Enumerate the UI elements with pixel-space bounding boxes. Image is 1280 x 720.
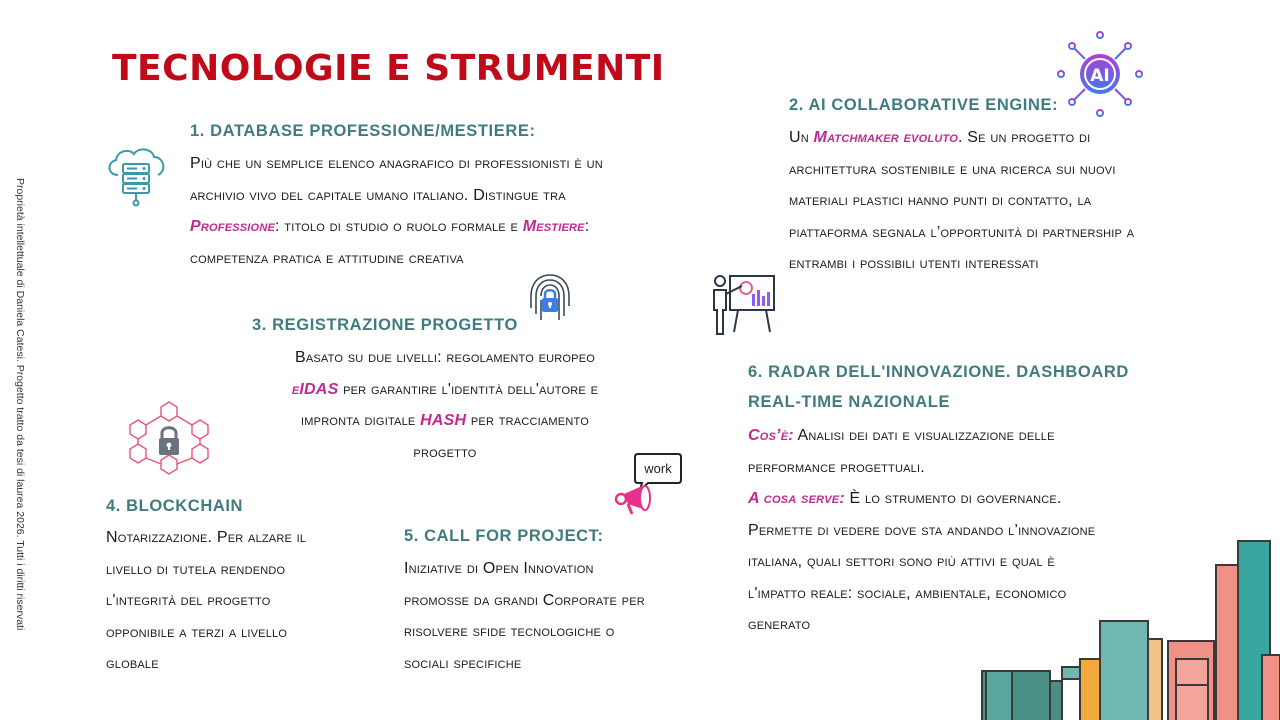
- page-title: TECNOLOGIE E STRUMENTI: [112, 48, 665, 89]
- radar-description: Cos’è: Analisi dei dati e visualizzazione delle performance progettuali. A cosa serve: È lo strumento di governance. Permette di vedere dove sta andando l’innovazione italiana, quali settori sono più attivi e qual è l'impatto reale: sociale, ambientale, economico generato: [748, 427, 1096, 633]
- call-heading: 5. CALL FOR PROJECT:: [404, 527, 604, 545]
- call-description: Iniziative di Open Innovation promosse da grandi Corporate per risolvere sfide tecnologiche o sociali specifiche: [404, 560, 645, 672]
- city-skyline-decoration: [976, 535, 1280, 720]
- registrazione-description: Basato su due livelli: regolamento europeo eIDAS per garantire l'identità dell'autore e impronta digitale HASH per tracciamento progetto: [291, 349, 599, 461]
- registrazione-heading: 3. REGISTRAZIONE PROGETTO: [252, 316, 518, 334]
- blockchain-description: Notarizzazione. Per alzare il livello di tutela rendendo l'integrità del progetto opponibile a terzi a livello globale: [106, 529, 307, 672]
- ai-network-icon: [1056, 30, 1144, 118]
- database-description: Più che un semplice elenco anagrafico di professionisti è un archivio vivo del capitale umano italiano. Distingue tra Professione: titolo di studio o ruolo formale e Mestiere: competenza pratica e attitudine creativa: [190, 155, 603, 267]
- copyright-note: Proprietà intellettuale di Daniela Catesi. Progetto tratto da tesi di laurea 2026. Tutti i diritti riservati: [14, 178, 26, 631]
- work-label: work: [644, 461, 672, 476]
- ai-heading: 2. AI COLLABORATIVE ENGINE:: [789, 96, 1059, 114]
- blockchain-lock-icon: [128, 400, 210, 476]
- megaphone-work-icon: [612, 450, 684, 518]
- ai-description: Un Matchmaker evoluto. Se un progetto di architettura sostenibile e una ricerca sui nuovi materiali plastici hanno punti di contatto, la piattaforma segnala l’opportunità di partnership a entrambi i possibili utenti interessati: [789, 129, 1135, 272]
- ai-icon-label: AI: [1090, 66, 1110, 86]
- database-heading: 1. DATABASE PROFESSIONE/MESTIERE:: [190, 122, 536, 140]
- radar-heading: 6. RADAR DELL'INNOVAZIONE. DASHBOARD REAL-TIME NAZIONALE: [748, 363, 1129, 411]
- fingerprint-lock-icon: [528, 272, 572, 326]
- presentation-icon: [710, 272, 778, 338]
- cloud-server-icon: [104, 145, 170, 207]
- blockchain-heading: 4. BLOCKCHAIN: [106, 497, 244, 515]
